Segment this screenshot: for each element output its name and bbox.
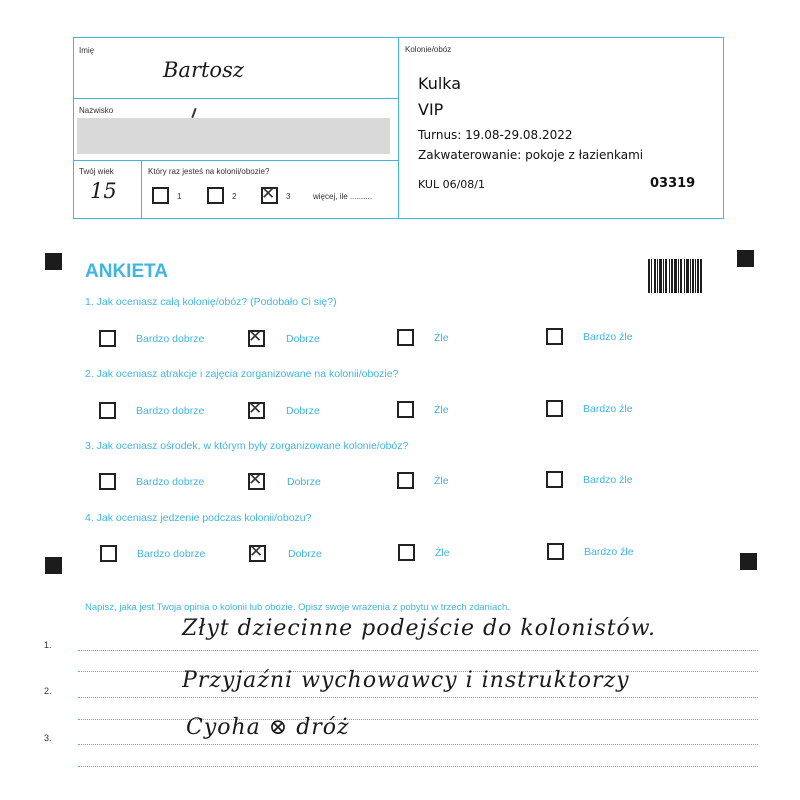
opinion-line-2: Przyjaźni wychowawcy i instruktorzy — [182, 668, 630, 693]
question-2-text: 2. Jak oceniasz atrakcje i zajęcia zorganizowane na kolonii/obozie? — [85, 368, 399, 380]
line-number-1: 1. — [44, 640, 52, 650]
divider-imie — [73, 98, 399, 99]
q2-option-bardzo-zle-label: Bardzo źle — [583, 403, 633, 415]
writing-line — [78, 766, 758, 767]
ktory-raz-checkbox-1[interactable] — [152, 187, 169, 204]
q3-option-dobrze-checkbox[interactable] — [248, 470, 265, 490]
wiek-label: Twój wiek — [79, 167, 114, 176]
barcode-icon — [648, 259, 702, 293]
camp-code: KUL 06/08/1 — [418, 178, 485, 191]
q3-option-zle-label: Źle — [434, 475, 449, 487]
q4-option-bardzo-dobrze-label: Bardzo dobrze — [137, 548, 206, 560]
q2-option-bardzo-dobrze-label: Bardzo dobrze — [136, 405, 205, 417]
q2-option-zle-label: Źle — [434, 404, 449, 416]
q1-option-dobrze-checkbox[interactable] — [248, 327, 265, 347]
q2-option-zle-checkbox[interactable] — [397, 401, 414, 418]
ktory-raz-option-2: 2 — [232, 192, 237, 201]
q3-option-bardzo-zle-checkbox[interactable] — [546, 471, 563, 488]
wiek-value: 15 — [90, 179, 117, 203]
registration-mark-bottom-left — [45, 557, 62, 574]
cross-mark-icon: ✕ — [248, 470, 263, 490]
q3-option-bardzo-dobrze-checkbox[interactable] — [99, 473, 116, 490]
cross-mark-icon: ✕ — [261, 184, 276, 204]
ktory-raz-option-1: 1 — [177, 192, 182, 201]
q1-option-zle-checkbox[interactable] — [397, 329, 414, 346]
q4-option-zle-checkbox[interactable] — [398, 544, 415, 561]
registration-mark-top-left — [45, 253, 62, 270]
q4-option-dobrze-label: Dobrze — [288, 548, 322, 560]
camp-name: Kulka — [418, 74, 462, 93]
ktory-raz-checkbox-3[interactable] — [261, 184, 278, 204]
ktory-raz-label: Który raz jesteś na kolonii/obozie? — [148, 167, 270, 176]
q4-option-zle-label: Źle — [435, 547, 450, 559]
divider-nazwisko — [73, 160, 399, 161]
cross-mark-icon: ✕ — [249, 542, 264, 562]
line-number-3: 3. — [44, 733, 52, 743]
camp-type: VIP — [418, 100, 444, 119]
ktory-raz-checkbox-2[interactable] — [207, 187, 224, 204]
q4-option-bardzo-dobrze-checkbox[interactable] — [100, 545, 117, 562]
q3-option-zle-checkbox[interactable] — [397, 472, 414, 489]
opinion-line-1: Złyt dziecinne podejście do kolonistów. — [182, 616, 657, 641]
registration-mark-bottom-right — [740, 553, 757, 570]
opinion-prompt: Napisz, jaka jest Twoja opinia o kolonii lub obozie. Opisz swoje wrażenia z pobytu w trzech zdaniach. — [85, 602, 510, 613]
writing-line — [78, 719, 758, 720]
ktory-raz-option-3: 3 — [286, 192, 291, 201]
q4-option-bardzo-zle-label: Bardzo źle — [584, 546, 634, 558]
nazwisko-label: Nazwisko — [79, 106, 114, 115]
q1-option-bardzo-zle-label: Bardzo źle — [583, 331, 633, 343]
question-3-text: 3. Jak oceniasz ośrodek, w którym były zorganizowane kolonie/obóz? — [85, 440, 409, 452]
q1-option-dobrze-label: Dobrze — [286, 333, 320, 345]
q3-option-bardzo-dobrze-label: Bardzo dobrze — [136, 476, 205, 488]
q2-option-dobrze-checkbox[interactable] — [248, 399, 265, 419]
writing-line — [78, 697, 758, 698]
nazwisko-redaction — [77, 118, 390, 154]
zakwaterowanie: Zakwaterowanie: pokoje z łazienkami — [418, 148, 644, 162]
registration-mark-top-right — [737, 250, 754, 267]
opinion-line-3: Cyoha ⊗ dróż — [186, 715, 350, 740]
q2-option-dobrze-label: Dobrze — [286, 405, 320, 417]
q1-option-bardzo-dobrze-label: Bardzo dobrze — [136, 333, 205, 345]
survey-title: ANKIETA — [85, 261, 169, 282]
cross-mark-icon: ✕ — [248, 327, 263, 347]
q1-option-bardzo-zle-checkbox[interactable] — [546, 328, 563, 345]
q2-option-bardzo-dobrze-checkbox[interactable] — [99, 402, 116, 419]
form-number: 03319 — [650, 176, 696, 191]
writing-line — [78, 650, 758, 651]
kolonie-label: Kolonie/obóz — [405, 45, 452, 54]
imie-label: Imię — [79, 46, 95, 55]
divider-wiek — [141, 160, 142, 219]
q3-option-dobrze-label: Dobrze — [287, 476, 321, 488]
cross-mark-icon: ✕ — [248, 399, 263, 419]
q1-option-zle-label: Źle — [434, 332, 449, 344]
q3-option-bardzo-zle-label: Bardzo źle — [583, 474, 633, 486]
turnus: Turnus: 19.08-29.08.2022 — [418, 128, 573, 142]
wiecej-label: więcej, ile .......... — [313, 192, 373, 201]
q1-option-bardzo-dobrze-checkbox[interactable] — [99, 330, 116, 347]
q2-option-bardzo-zle-checkbox[interactable] — [546, 400, 563, 417]
question-1-text: 1. Jak oceniasz całą kolonię/obóz? (Podobało Ci się?) — [85, 296, 337, 308]
q4-option-dobrze-checkbox[interactable] — [249, 542, 266, 562]
line-number-2: 2. — [44, 686, 52, 696]
q4-option-bardzo-zle-checkbox[interactable] — [547, 543, 564, 560]
question-4-text: 4. Jak oceniasz jedzenie podczas kolonii/obozu? — [85, 512, 312, 524]
writing-line — [78, 744, 758, 745]
imie-value: Bartosz — [163, 58, 244, 82]
